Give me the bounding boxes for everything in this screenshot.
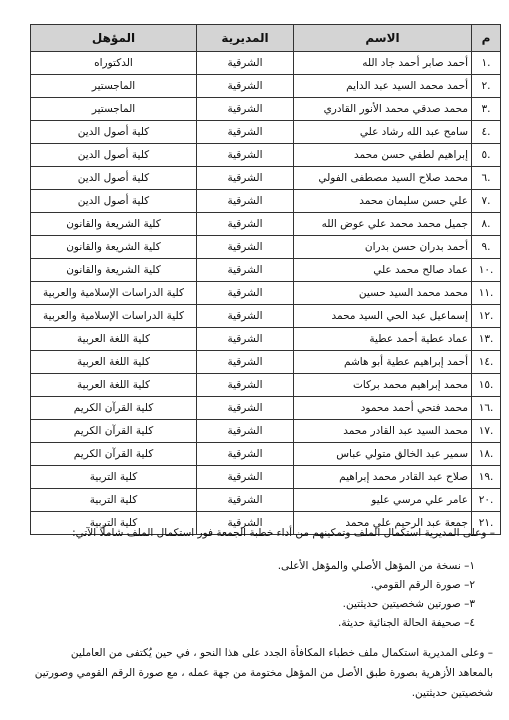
row-directorate: الشرقية	[197, 443, 294, 466]
paragraph-line: شخصيتين حديثتين.	[411, 687, 493, 699]
row-qualification: كلية الشريعة والقانون	[31, 259, 197, 282]
row-number: .١٦	[472, 397, 501, 420]
requirement-item: ٢– صورة الرقم القومي.	[370, 579, 475, 591]
requirements-list	[0, 557, 475, 633]
row-qualification: كلية الشريعة والقانون	[31, 236, 197, 259]
row-qualification: كلية القرآن الكريم	[31, 397, 197, 420]
row-qualification: كلية أصول الدين	[31, 144, 197, 167]
requirement-item: ٣– صورتين شخصيتين حديثتين.	[342, 598, 475, 610]
table-row	[31, 75, 501, 98]
requirement-item: ١– نسخة من المؤهل الأصلي والمؤهل الأعلى.	[277, 560, 475, 572]
row-directorate: الشرقية	[197, 374, 294, 397]
row-number: .١٢	[472, 305, 501, 328]
row-number: .١٩	[472, 466, 501, 489]
row-number: .٨	[472, 213, 501, 236]
row-number: .١١	[472, 282, 501, 305]
row-qualification: كلية التربية	[31, 512, 197, 535]
row-directorate: الشرقية	[197, 236, 294, 259]
row-number: .٤	[472, 121, 501, 144]
row-number: .١٨	[472, 443, 501, 466]
row-name: أحمد محمد السيد عبد الدايم	[294, 75, 472, 98]
row-name: عماد عطية أحمد عطية	[294, 328, 472, 351]
requirement-item: ٤– صحيفة الحالة الجنائية حديثة.	[337, 617, 475, 629]
row-name: إبراهيم لطفي حسن محمد	[294, 144, 472, 167]
row-number: .٩	[472, 236, 501, 259]
table-row	[31, 351, 501, 374]
row-qualification: الماجستير	[31, 75, 197, 98]
row-qualification: كلية اللغة العربية	[31, 328, 197, 351]
table-row	[31, 443, 501, 466]
row-directorate: الشرقية	[197, 75, 294, 98]
row-number: .٢١	[472, 512, 501, 535]
row-name: محمد إبراهيم محمد بركات	[294, 374, 472, 397]
row-directorate: الشرقية	[197, 328, 294, 351]
row-number: .٦	[472, 167, 501, 190]
row-directorate: الشرقية	[197, 144, 294, 167]
row-qualification: كلية الدراسات الإسلامية والعربية	[31, 305, 197, 328]
row-directorate: الشرقية	[197, 98, 294, 121]
row-qualification: كلية القرآن الكريم	[31, 443, 197, 466]
row-name: عماد صالح محمد علي	[294, 259, 472, 282]
row-qualification: الماجستير	[31, 98, 197, 121]
row-number: .٧	[472, 190, 501, 213]
header-number: م	[472, 25, 501, 52]
row-name: سامح عبد الله رشاد علي	[294, 121, 472, 144]
table-row	[31, 190, 501, 213]
row-number: .١٤	[472, 351, 501, 374]
row-name: صلاح عبد القادر محمد إبراهيم	[294, 466, 472, 489]
row-name: سمير عبد الخالق متولي عباس	[294, 443, 472, 466]
row-number: .٣	[472, 98, 501, 121]
paragraph-line: بالمعاهد الأزهرية بصورة طبق الأصل من المؤهل مختومة من جهة عمله ، مع صورة الرقم القومي وصورتين	[34, 667, 493, 679]
row-number: .٢	[472, 75, 501, 98]
table-row	[31, 489, 501, 512]
row-name: محمد محمد السيد حسين	[294, 282, 472, 305]
row-directorate: الشرقية	[197, 282, 294, 305]
table-row	[31, 259, 501, 282]
row-name: أحمد بدران حسن بدران	[294, 236, 472, 259]
row-qualification: كلية القرآن الكريم	[31, 420, 197, 443]
row-directorate: الشرقية	[197, 466, 294, 489]
row-qualification: كلية أصول الدين	[31, 190, 197, 213]
row-name: محمد صدقي محمد الأنور القادري	[294, 98, 472, 121]
row-directorate: الشرقية	[197, 420, 294, 443]
row-directorate: الشرقية	[197, 52, 294, 75]
row-directorate: الشرقية	[197, 305, 294, 328]
table-row	[31, 466, 501, 489]
row-qualification: كلية اللغة العربية	[31, 351, 197, 374]
row-name: محمد صلاح السيد مصطفى الفولي	[294, 167, 472, 190]
table-row	[31, 397, 501, 420]
table-row	[31, 144, 501, 167]
table-row	[31, 167, 501, 190]
table-row	[31, 305, 501, 328]
row-directorate: الشرقية	[197, 259, 294, 282]
row-number: .١٣	[472, 328, 501, 351]
row-name: محمد فتحي أحمد محمود	[294, 397, 472, 420]
row-name: محمد السيد عبد القادر محمد	[294, 420, 472, 443]
row-name: علي حسن سليمان محمد	[294, 190, 472, 213]
header-qualification: المؤهل	[31, 25, 197, 52]
row-name: جمعة عبد الرحيم علي محمد	[294, 512, 472, 535]
row-directorate: الشرقية	[197, 167, 294, 190]
row-number: .١٥	[472, 374, 501, 397]
row-name: أحمد صابر أحمد جاد الله	[294, 52, 472, 75]
row-qualification: كلية التربية	[31, 466, 197, 489]
row-qualification: كلية الشريعة والقانون	[31, 213, 197, 236]
row-qualification: كلية الدراسات الإسلامية والعربية	[31, 282, 197, 305]
table-row	[31, 282, 501, 305]
row-number: .٢٠	[472, 489, 501, 512]
table-header-row	[31, 25, 501, 52]
row-name: عامر علي مرسي عليو	[294, 489, 472, 512]
row-number: .١	[472, 52, 501, 75]
row-qualification: كلية اللغة العربية	[31, 374, 197, 397]
row-number: .١٠	[472, 259, 501, 282]
row-name: جميل محمد محمد علي عوض الله	[294, 213, 472, 236]
row-number: .٥	[472, 144, 501, 167]
row-directorate: الشرقية	[197, 213, 294, 236]
row-number: .١٧	[472, 420, 501, 443]
row-directorate: الشرقية	[197, 397, 294, 420]
table-row	[31, 98, 501, 121]
row-directorate: الشرقية	[197, 512, 294, 535]
table-row	[31, 328, 501, 351]
header-name: الاسم	[294, 25, 472, 52]
table-row	[31, 374, 501, 397]
row-directorate: الشرقية	[197, 190, 294, 213]
table-row	[31, 236, 501, 259]
closing-paragraph	[7, 643, 493, 703]
header-directorate: المديرية	[197, 25, 294, 52]
row-qualification: كلية أصول الدين	[31, 121, 197, 144]
table-row	[31, 52, 501, 75]
row-name: إسماعيل عبد الحي السيد محمد	[294, 305, 472, 328]
row-directorate: الشرقية	[197, 121, 294, 144]
row-directorate: الشرقية	[197, 489, 294, 512]
intro-note	[9, 527, 495, 539]
paragraph-line: – وعلى المديرية استكمال ملف خطباء المكافأة الجدد على هذا النحو ، في حين يُكتفى من العاملين	[70, 647, 493, 659]
row-name: أحمد إبراهيم عطية أبو هاشم	[294, 351, 472, 374]
row-directorate: الشرقية	[197, 351, 294, 374]
row-qualification: كلية التربية	[31, 489, 197, 512]
preachers-table	[30, 24, 501, 535]
table-row	[31, 121, 501, 144]
table-row	[31, 213, 501, 236]
row-qualification: الدكتوراه	[31, 52, 197, 75]
table-row	[31, 420, 501, 443]
intro-text: – وعلى المديرية استكمال الملف وتمكينهم من أداء خطبة الجمعة فور استكمال الملف شاملًا الآتي:	[72, 527, 495, 539]
row-qualification: كلية أصول الدين	[31, 167, 197, 190]
